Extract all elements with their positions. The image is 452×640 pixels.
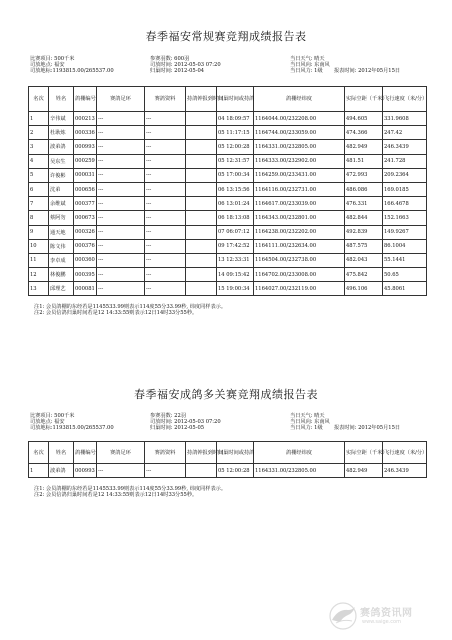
cell-return-time: 15 19:00:34 [217, 282, 254, 296]
cell-distance: 474.366 [345, 126, 383, 140]
table-row [29, 112, 427, 126]
cell-ring: --- [97, 182, 145, 196]
cell-pigeon-info: --- [145, 253, 186, 267]
cell-rank: 13 [29, 282, 49, 296]
cell-rank: 5 [29, 168, 49, 182]
cell-loft-coordinates: 1164504.00/232738.00 [254, 253, 345, 267]
report2-table-body [29, 464, 427, 478]
cell-rank: 1 [29, 112, 49, 126]
cell-clock-report-time [186, 154, 217, 168]
cell-pigeon-info: --- [145, 239, 186, 253]
cell-name: 杜耿炼 [49, 126, 74, 140]
cell-pigeon-info: --- [145, 126, 186, 140]
cell-clock-report-time [186, 239, 217, 253]
cell-clock-report-time [186, 211, 217, 225]
cell-distance: 475.842 [345, 268, 383, 282]
cell-ring: --- [97, 154, 145, 168]
cell-distance: 482.043 [345, 253, 383, 267]
release-place: 司放地点: 福安 [30, 419, 65, 426]
cell-speed: 247.42 [383, 126, 427, 140]
cell-loft-id: 000360 [74, 253, 97, 267]
cell-loft-coordinates: 1164111.00/232634.00 [254, 239, 345, 253]
count-label: 参赛羽数: 600羽 [150, 56, 190, 62]
cell-speed: 241.728 [383, 154, 427, 168]
col-header-distance: 实际空距（千米） [345, 87, 383, 112]
cell-speed: 86.1004 [383, 239, 427, 253]
cell-loft-coordinates: 1164333.00/232902.00 [254, 154, 345, 168]
event-label: 比赛项目: 500千米 [30, 56, 75, 62]
table-row [29, 464, 427, 478]
cell-pigeon-info: --- [145, 282, 186, 296]
release-place: 司放地点: 福安 [30, 62, 65, 69]
cell-name: 余维斌 [49, 197, 74, 211]
return-time: 归巢时间: 2012-05-04 [150, 68, 205, 75]
cell-return-time: 09 17:42:52 [217, 239, 254, 253]
table-row [29, 211, 427, 225]
col-header-name: 姓名 [49, 87, 74, 112]
cell-return-time: 13 12:33:31 [217, 253, 254, 267]
table-row [29, 282, 427, 296]
cell-speed: 50.65 [383, 268, 427, 282]
cell-clock-report-time [186, 168, 217, 182]
release-coordinate: 司放地标:1193815.00/265537.00 [30, 425, 114, 432]
cell-return-time: 06 13:01:24 [217, 197, 254, 211]
return-time: 归巢时间: 2012-05-05 [150, 425, 205, 432]
release-time: 司放时间: 2012-05-03 07:20 [150, 62, 221, 69]
cell-speed: 149.9267 [383, 225, 427, 239]
cell-speed: 45.8061 [383, 282, 427, 296]
cell-speed: 166.4678 [383, 197, 427, 211]
cell-clock-report-time [186, 182, 217, 196]
table-row [29, 253, 427, 267]
cell-rank: 12 [29, 268, 49, 282]
cell-distance: 494.605 [345, 112, 383, 126]
table-header-row [29, 87, 427, 112]
cell-ring: --- [97, 126, 145, 140]
cell-name: 辛伟斌 [49, 112, 74, 126]
cell-clock-report-time [186, 464, 217, 478]
col-header-pigeon-info: 赛鸽资料 [145, 442, 186, 464]
col-header-speed: 飞行速度（米/分） [383, 442, 427, 464]
cell-rank: 2 [29, 126, 49, 140]
cell-rank: 3 [29, 140, 49, 154]
event-label: 比赛项目: 500千米 [30, 413, 75, 419]
cell-return-time: 05 12:00:28 [217, 464, 254, 478]
pigeon-logo-icon [326, 601, 360, 631]
cell-name: 波弟鸽 [49, 140, 74, 154]
table-row [29, 168, 427, 182]
cell-rank: 11 [29, 253, 49, 267]
cell-distance: 482.949 [345, 464, 383, 478]
cell-rank: 9 [29, 225, 49, 239]
cell-pigeon-info: --- [145, 225, 186, 239]
cell-name: 沈弟 [49, 182, 74, 196]
cell-name: 蔡阿勿 [49, 211, 74, 225]
cell-speed: 246.3439 [383, 140, 427, 154]
cell-pigeon-info: --- [145, 211, 186, 225]
weather-label: 当日天气: 晴天 [290, 56, 325, 62]
cell-distance: 492.839 [345, 225, 383, 239]
cell-ring: --- [97, 112, 145, 126]
cell-clock-report-time [186, 253, 217, 267]
cell-loft-coordinates: 1164744.00/233059.00 [254, 126, 345, 140]
wind-direction: 当日风向: 东南风 [290, 419, 330, 426]
cell-pigeon-info: --- [145, 182, 186, 196]
cell-ring: --- [97, 239, 145, 253]
cell-pigeon-info: --- [145, 464, 186, 478]
cell-return-time: 04 18:09:57 [217, 112, 254, 126]
cell-loft-id: 000376 [74, 239, 97, 253]
cell-distance: 482.844 [345, 211, 383, 225]
cell-loft-id: 000259 [74, 154, 97, 168]
table-row [29, 268, 427, 282]
cell-speed: 152.1663 [383, 211, 427, 225]
cell-pigeon-info: --- [145, 197, 186, 211]
col-header-speed: 飞行速度（米/分） [383, 87, 427, 112]
col-header-ring: 赛鸽足环 [97, 87, 145, 112]
cell-ring: --- [97, 140, 145, 154]
table-header-row [29, 442, 427, 464]
cell-ring: --- [97, 253, 145, 267]
note-2: 注2: 会员信鸽归巢时间若是12 14:33:55则表示12日14时33分55秒。 [34, 492, 198, 499]
cell-ring: --- [97, 464, 145, 478]
cell-distance: 486.086 [345, 182, 383, 196]
col-header-return-time: 归巢时间或持鸽 [217, 442, 254, 464]
table-row [29, 225, 427, 239]
cell-name: 吴东生 [49, 154, 74, 168]
cell-loft-id: 000673 [74, 211, 97, 225]
cell-loft-coordinates: 1164702.00/233008.00 [254, 268, 345, 282]
cell-return-time: 14 09:15:42 [217, 268, 254, 282]
cell-rank: 10 [29, 239, 49, 253]
cell-name: 通天地 [49, 225, 74, 239]
cell-rank: 8 [29, 211, 49, 225]
note-2: 注2: 会员信鸽归巢时间若是12 14:33:55则表示12日14时33分55秒。 [34, 310, 198, 317]
cell-speed: 209.2364 [383, 168, 427, 182]
cell-name: 邱理艺 [49, 282, 74, 296]
cell-pigeon-info: --- [145, 168, 186, 182]
table-row [29, 140, 427, 154]
col-header-clock-report-time: 持鸽钟报到时间 [186, 442, 217, 464]
cell-ring: --- [97, 282, 145, 296]
watermark [326, 600, 436, 632]
report1-title: 春季福安常规赛竞翔成绩报告表 [145, 30, 307, 43]
col-header-rank: 名次 [29, 87, 49, 112]
cell-loft-coordinates: 1164027.00/232119.00 [254, 282, 345, 296]
cell-ring: --- [97, 211, 145, 225]
cell-loft-id: 000993 [74, 140, 97, 154]
report1-notes [34, 304, 434, 317]
weather-label: 当日天气: 晴天 [290, 413, 325, 419]
report1-table-body [29, 112, 427, 296]
col-header-pigeon-info: 赛鸽资料 [145, 87, 186, 112]
cell-return-time: 05 11:17:15 [217, 126, 254, 140]
report1-results-table [28, 86, 427, 296]
table-row [29, 182, 427, 196]
cell-name: 林俊鹏 [49, 268, 74, 282]
cell-loft-coordinates: 1164238.00/232202.00 [254, 225, 345, 239]
watermark-url: www.saige.com [362, 619, 401, 625]
cell-return-time: 06 13:15:56 [217, 182, 254, 196]
report2-results-table [28, 441, 427, 478]
cell-distance: 482.949 [345, 140, 383, 154]
col-header-return-time: 归巢时间或持鸽 [217, 87, 254, 112]
col-header-loft-coordinates: 鸽棚经纬度 [254, 442, 345, 464]
cell-ring: --- [97, 168, 145, 182]
cell-return-time: 05 12:00:28 [217, 140, 254, 154]
report-time: 报表时间: 2012年05月15日 [333, 425, 401, 432]
cell-loft-coordinates: 1164617.00/233039.00 [254, 197, 345, 211]
cell-clock-report-time [186, 126, 217, 140]
cell-loft-coordinates: 1164331.00/232805.00 [254, 464, 345, 478]
report2-notes [34, 486, 434, 499]
cell-return-time: 05 12:31:57 [217, 154, 254, 168]
cell-rank: 6 [29, 182, 49, 196]
cell-loft-coordinates: 1164343.00/232801.00 [254, 211, 345, 225]
cell-loft-id: 000395 [74, 268, 97, 282]
cell-clock-report-time [186, 140, 217, 154]
cell-distance: 481.51 [345, 154, 383, 168]
wind-force: 当日风力: 1级 [290, 68, 323, 75]
report2-title: 春季福安成鸽多关赛竞翔成绩报告表 [134, 388, 318, 401]
wind-force: 当日风力: 1级 [290, 425, 323, 432]
table-row [29, 239, 427, 253]
note-1: 注1: 会员鸽棚的东经若是1145533.99则表示114度55分33.99秒, 纬度同样表示。 [34, 304, 227, 310]
cell-rank: 7 [29, 197, 49, 211]
col-header-loft-coordinates: 鸽棚经纬度 [254, 87, 345, 112]
release-time: 司放时间: 2012-05-03 07:20 [150, 419, 221, 426]
cell-distance: 472.993 [345, 168, 383, 182]
col-header-name: 姓名 [49, 442, 74, 464]
cell-loft-id: 000656 [74, 182, 97, 196]
cell-ring: --- [97, 197, 145, 211]
col-header-distance: 实际空距（千米） [345, 442, 383, 464]
table-row [29, 154, 427, 168]
cell-return-time: 07 06:07:12 [217, 225, 254, 239]
count-label: 参赛羽数: 22羽 [150, 413, 186, 419]
cell-loft-coordinates: 1164044.00/232208.00 [254, 112, 345, 126]
report-time: 报表时间: 2012年05月15日 [333, 68, 401, 75]
cell-loft-id: 000336 [74, 126, 97, 140]
wind-direction: 当日风向: 东南风 [290, 62, 330, 69]
col-header-clock-report-time: 持鸽钟报到时间 [186, 87, 217, 112]
cell-clock-report-time [186, 225, 217, 239]
cell-return-time: 05 17:00:34 [217, 168, 254, 182]
cell-speed: 169.0185 [383, 182, 427, 196]
cell-ring: --- [97, 225, 145, 239]
cell-loft-id: 000081 [74, 282, 97, 296]
cell-name: 陈文伟 [49, 239, 74, 253]
cell-loft-coordinates: 1164331.00/232805.00 [254, 140, 345, 154]
cell-clock-report-time [186, 268, 217, 282]
cell-name: 许俊彬 [49, 168, 74, 182]
cell-speed: 246.3439 [383, 464, 427, 478]
cell-loft-id: 000031 [74, 168, 97, 182]
cell-return-time: 06 18:13:08 [217, 211, 254, 225]
cell-loft-coordinates: 1164116.00/232731.00 [254, 182, 345, 196]
cell-name: 波弟鸽 [49, 464, 74, 478]
cell-pigeon-info: --- [145, 112, 186, 126]
cell-name: 李卓成 [49, 253, 74, 267]
cell-ring: --- [97, 268, 145, 282]
cell-clock-report-time [186, 112, 217, 126]
cell-rank: 4 [29, 154, 49, 168]
report2-meta [30, 413, 430, 432]
cell-clock-report-time [186, 197, 217, 211]
cell-loft-id: 000377 [74, 197, 97, 211]
watermark-name: 赛鸽资讯网 [360, 608, 413, 619]
cell-loft-id: 000993 [74, 464, 97, 478]
cell-loft-id: 000326 [74, 225, 97, 239]
cell-rank: 1 [29, 464, 49, 478]
cell-distance: 496.106 [345, 282, 383, 296]
col-header-rank: 名次 [29, 442, 49, 464]
cell-pigeon-info: --- [145, 154, 186, 168]
cell-loft-id: 000213 [74, 112, 97, 126]
table-row [29, 126, 427, 140]
cell-loft-coordinates: 1164259.00/233431.00 [254, 168, 345, 182]
note-1: 注1: 会员鸽棚的东经若是1145533.99则表示114度55分33.99秒, 纬度同样表示。 [34, 486, 227, 492]
cell-speed: 331.9608 [383, 112, 427, 126]
cell-pigeon-info: --- [145, 268, 186, 282]
report1-meta [30, 56, 430, 75]
cell-speed: 55.1441 [383, 253, 427, 267]
cell-pigeon-info: --- [145, 140, 186, 154]
table-row [29, 197, 427, 211]
cell-distance: 476.331 [345, 197, 383, 211]
release-coordinate: 司放地标:1193815.00/265537.00 [30, 68, 114, 75]
col-header-loft-id: 鸽棚编号 [74, 442, 97, 464]
cell-clock-report-time [186, 282, 217, 296]
col-header-loft-id: 鸽棚编号 [74, 87, 97, 112]
col-header-ring: 赛鸽足环 [97, 442, 145, 464]
cell-distance: 487.575 [345, 239, 383, 253]
